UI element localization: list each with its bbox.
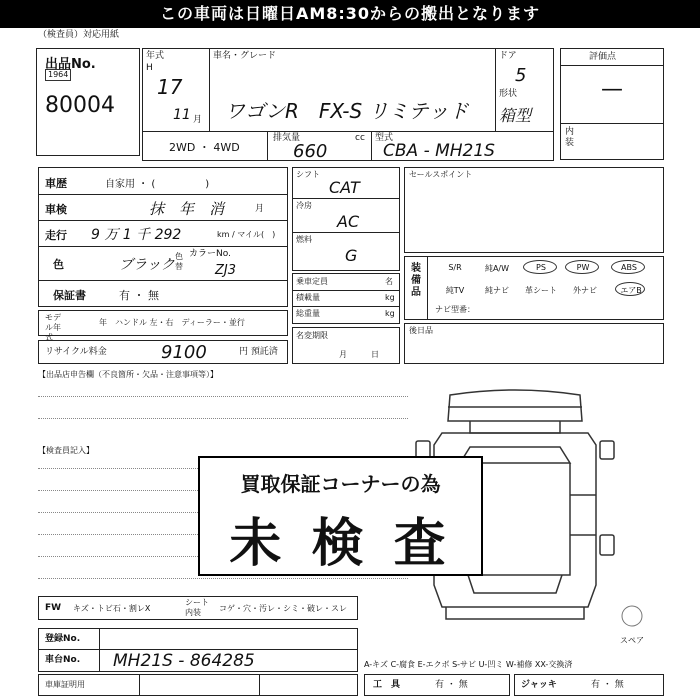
history-opts: 自家用 ・ ( ) (105, 179, 210, 190)
color-label: 色 (53, 258, 64, 271)
era: H (146, 63, 153, 73)
tools-label: 工 具 (373, 680, 401, 690)
tools-opts: 有 ・ 無 (435, 680, 468, 690)
weight-label: 総重量 (296, 309, 320, 318)
mileage-label: 走行 (45, 229, 67, 242)
shape-value: 箱型 (499, 106, 532, 125)
lot-small: 1964 (45, 69, 71, 81)
chassis-value: MH21S - 864285 (113, 651, 255, 671)
after-label: 後日品 (409, 326, 433, 335)
jack-opts: 有 ・ 無 (591, 680, 624, 690)
door-label: ドア (499, 51, 517, 61)
spec-row (142, 131, 554, 161)
color-code-label: カラーNo. (189, 249, 231, 259)
inspection-value: 抹 年 消 (149, 200, 225, 218)
score-value: — (601, 77, 623, 102)
usage-row (38, 674, 358, 696)
stamp-line1: 買取保証コーナーの為 (240, 472, 441, 496)
mileage-units: km / マイル( ) (217, 230, 276, 239)
shift-value: CAT (329, 178, 360, 197)
month-suffix: 月 (193, 115, 203, 125)
lot-number: 80004 (45, 93, 115, 118)
chassis-label: 車台No. (45, 655, 81, 665)
model-label: 型式 (375, 133, 394, 143)
recycle-unit: 円 預託済 (239, 347, 278, 357)
score-box (560, 48, 664, 160)
fuel-value: G (345, 246, 358, 265)
model-year-row (38, 310, 288, 342)
doors-value: 5 (515, 65, 527, 86)
vehicle-block (142, 48, 554, 132)
inspection-month: 月 (255, 204, 265, 214)
stamp-line2: 未 検 査 (229, 514, 452, 574)
model-value: CBA - MH21S (383, 141, 495, 161)
recycle-value: 9100 (161, 342, 207, 363)
inspection-label: 車検 (45, 203, 67, 216)
capacity-label: 乗車定員 (296, 277, 328, 286)
spare-label: スペア (620, 636, 644, 645)
seller-notes-label: 【出品店申告欄（不良箇所・欠品・注意事項等）】 (38, 370, 218, 379)
fw-label: FW (45, 603, 62, 613)
displacement: 660 (293, 141, 328, 162)
equip-airbag: エアB (620, 286, 642, 295)
deadline-label: 名変期限 (296, 331, 328, 340)
equip-sr: S/R (448, 263, 462, 272)
after-box (404, 323, 664, 364)
equip-aw: 純A/W (484, 264, 510, 273)
year-value: 17 (157, 75, 183, 99)
fuel-label: 燃料 (296, 235, 312, 244)
jack-label: ジャッキ (521, 680, 557, 690)
year-label: 年式 (146, 51, 165, 61)
name-label: 車名・グレード (213, 51, 277, 61)
history-label: 車歴 (45, 177, 67, 190)
sales-point-label: セールスポイント (409, 170, 473, 179)
month-value: 11 (173, 107, 191, 123)
weight-unit: kg (385, 309, 395, 318)
tools-box (364, 674, 510, 696)
disp-unit: cc (355, 133, 365, 143)
disp-label: 排気量 (273, 133, 301, 143)
registration-box (38, 628, 358, 672)
navi-model: ナビ型番： (435, 305, 475, 314)
seat-text: コゲ・穴・汚レ・シミ・破レ・スレ (219, 604, 347, 613)
legend: A-キズ C-腐食 E-エクボ S-サビ U-凹ミ W-補修 XX-交換済 (364, 660, 573, 669)
recycle-label: リサイクル料金 (45, 347, 107, 357)
usage-label: 車庫証明用 (45, 680, 85, 689)
drive: 2WD ・ 4WD (169, 141, 240, 154)
reg-label: 登録No. (45, 634, 81, 644)
interior-label: 内装 (565, 127, 575, 148)
capacity-rows (292, 273, 400, 324)
left-rows (38, 167, 288, 307)
score-label: 評価点 (589, 52, 617, 62)
equip-tv: 純TV (445, 286, 465, 295)
shift-label: シフト (296, 170, 320, 179)
fw-text: キズ・トビ石・割レX (73, 604, 151, 613)
color-swap: 色替 (175, 252, 183, 271)
ac-label: 冷房 (296, 201, 312, 210)
inspector-notes-label: 【検査員記入】 (38, 446, 94, 455)
deadline-row (292, 327, 400, 364)
equip-abs: ABS (621, 263, 637, 272)
deadline-text: 月 日 (339, 350, 379, 359)
equipment-box (404, 256, 664, 320)
defects-row (38, 596, 358, 620)
color-code: ZJ3 (215, 263, 237, 278)
ac-value: AC (337, 212, 360, 231)
load-unit: kg (385, 293, 395, 302)
equip-navi: 純ナビ (485, 286, 509, 295)
color-value: ブラック (119, 257, 175, 273)
equip-leather: 革シート (525, 286, 557, 295)
banner: この車両は日曜日AM8:30からの搬出となります (0, 0, 700, 28)
warranty-label: 保証書 (53, 289, 86, 302)
car-name: ワゴンR FX-S リミテッド (225, 99, 469, 123)
lot-label: 出品No. (45, 57, 96, 72)
equipment-label: 装備品 (411, 263, 421, 298)
equip-pw: PW (576, 263, 590, 272)
spare-tire-icon (620, 604, 644, 628)
form-title: （検査員）対応用紙 (38, 30, 120, 40)
seat-label: シート内装 (185, 598, 209, 617)
jack-box (514, 674, 664, 696)
warranty-opts: 有 ・ 無 (119, 289, 159, 302)
load-label: 積載量 (296, 293, 320, 302)
model-year-label: モデル年式 (45, 313, 61, 342)
mid-rows (292, 167, 400, 271)
equip-ps: PS (536, 263, 546, 272)
sales-point-box (404, 167, 664, 253)
mileage-value: 9 万 1 千 292 (91, 227, 182, 243)
capacity-unit: 名 (385, 277, 393, 286)
equip-ext-navi: 外ナビ (573, 286, 597, 295)
not-inspected-stamp (198, 456, 483, 576)
shape-label: 形状 (499, 89, 518, 99)
lot-box (36, 48, 140, 156)
recycle-row (38, 340, 288, 364)
model-year-text: 年 ハンドル 左・右 ディーラー・並行 (99, 318, 245, 327)
